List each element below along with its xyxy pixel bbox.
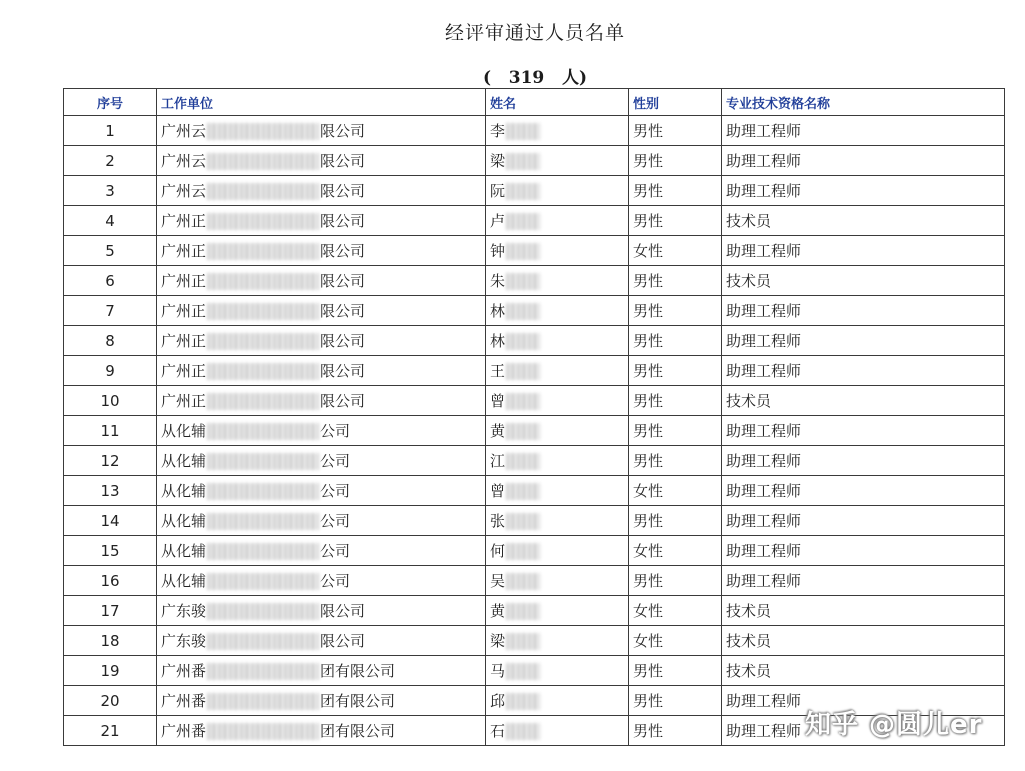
work-unit-suffix: 团有限公司 — [320, 722, 396, 740]
name-prefix: 梁 — [490, 152, 506, 170]
work-unit-prefix: 广州番 — [161, 692, 207, 710]
redacted-text — [506, 693, 540, 710]
table-row — [64, 506, 1005, 536]
redacted-text — [506, 213, 540, 230]
table-row — [64, 296, 1005, 326]
name-prefix: 石 — [490, 722, 506, 740]
work-unit-suffix: 限公司 — [320, 182, 366, 200]
qualification-cell: 助理工程师 — [722, 146, 1005, 176]
name-cell — [486, 206, 629, 236]
redacted-text — [207, 483, 319, 500]
redacted-text — [207, 603, 319, 620]
name-cell — [486, 146, 629, 176]
table-row — [64, 176, 1005, 206]
work-unit-prefix: 广州云 — [161, 122, 207, 140]
work-unit-suffix: 公司 — [320, 512, 351, 530]
work-unit-prefix: 广东骏 — [161, 632, 207, 650]
gender-cell: 男性 — [629, 656, 722, 686]
redacted-text — [207, 393, 319, 410]
work-unit-cell — [157, 176, 486, 206]
serial-number-cell: 7 — [64, 296, 157, 326]
serial-number-cell: 17 — [64, 596, 157, 626]
redacted-text — [207, 153, 319, 170]
gender-cell: 男性 — [629, 686, 722, 716]
serial-number-cell: 8 — [64, 326, 157, 356]
work-unit-suffix: 限公司 — [320, 242, 366, 260]
work-unit-cell — [157, 386, 486, 416]
table-row — [64, 416, 1005, 446]
qualification-cell: 助理工程师 — [722, 716, 1005, 746]
work-unit-prefix: 广州正 — [161, 362, 207, 380]
name-prefix: 王 — [490, 362, 506, 380]
serial-number-cell: 18 — [64, 626, 157, 656]
work-unit-prefix: 广州正 — [161, 212, 207, 230]
gender-cell: 男性 — [629, 356, 722, 386]
qualification-cell: 助理工程师 — [722, 356, 1005, 386]
serial-number-cell: 9 — [64, 356, 157, 386]
name-prefix: 卢 — [490, 212, 506, 230]
name-cell — [486, 266, 629, 296]
work-unit-suffix: 限公司 — [320, 152, 366, 170]
work-unit-cell — [157, 236, 486, 266]
redacted-text — [506, 483, 540, 500]
name-prefix: 张 — [490, 512, 506, 530]
name-cell — [486, 296, 629, 326]
redacted-text — [506, 333, 540, 350]
redacted-text — [207, 633, 319, 650]
gender-cell: 男性 — [629, 386, 722, 416]
name-prefix: 曾 — [490, 482, 506, 500]
work-unit-cell — [157, 416, 486, 446]
work-unit-cell — [157, 206, 486, 236]
name-prefix: 江 — [490, 452, 506, 470]
document-title: 经评审通过人员名单 — [444, 22, 625, 44]
work-unit-suffix: 公司 — [320, 422, 351, 440]
gender-cell: 女性 — [629, 596, 722, 626]
work-unit-cell — [157, 716, 486, 746]
redacted-text — [207, 363, 319, 380]
serial-number-cell: 20 — [64, 686, 157, 716]
redacted-text — [506, 453, 540, 470]
work-unit-prefix: 从化辅 — [161, 482, 207, 500]
work-unit-cell — [157, 146, 486, 176]
qualification-cell: 助理工程师 — [722, 296, 1005, 326]
name-prefix: 朱 — [490, 272, 506, 290]
gender-cell: 女性 — [629, 236, 722, 266]
work-unit-cell — [157, 626, 486, 656]
work-unit-cell — [157, 506, 486, 536]
qualification-cell: 助理工程师 — [722, 416, 1005, 446]
table-row — [64, 446, 1005, 476]
work-unit-prefix: 广州正 — [161, 332, 207, 350]
gender-cell: 女性 — [629, 536, 722, 566]
work-unit-cell — [157, 656, 486, 686]
redacted-text — [207, 723, 319, 740]
gender-cell: 男性 — [629, 716, 722, 746]
work-unit-cell — [157, 116, 486, 146]
work-unit-prefix: 从化辅 — [161, 422, 207, 440]
redacted-text — [506, 603, 540, 620]
name-cell — [486, 386, 629, 416]
work-unit-cell — [157, 266, 486, 296]
name-prefix: 李 — [490, 122, 506, 140]
work-unit-prefix: 广州云 — [161, 152, 207, 170]
redacted-text — [207, 213, 319, 230]
name-prefix: 曾 — [490, 392, 506, 410]
name-cell — [486, 716, 629, 746]
table-row — [64, 326, 1005, 356]
qualification-cell: 技术员 — [722, 206, 1005, 236]
qualification-cell: 助理工程师 — [722, 686, 1005, 716]
work-unit-suffix: 限公司 — [320, 122, 366, 140]
work-unit-cell — [157, 296, 486, 326]
table-row — [64, 236, 1005, 266]
work-unit-prefix: 从化辅 — [161, 542, 207, 560]
table-row — [64, 476, 1005, 506]
redacted-text — [207, 243, 319, 260]
work-unit-suffix: 团有限公司 — [320, 692, 396, 710]
serial-number-cell: 5 — [64, 236, 157, 266]
work-unit-cell — [157, 596, 486, 626]
table-row — [64, 116, 1005, 146]
qualification-cell: 助理工程师 — [722, 506, 1005, 536]
table-row — [64, 536, 1005, 566]
work-unit-cell — [157, 536, 486, 566]
qualification-cell: 助理工程师 — [722, 116, 1005, 146]
work-unit-suffix: 限公司 — [320, 272, 366, 290]
name-cell — [486, 326, 629, 356]
table-header-row — [64, 89, 1005, 116]
work-unit-suffix: 公司 — [320, 482, 351, 500]
work-unit-prefix: 广州云 — [161, 182, 207, 200]
name-prefix: 黄 — [490, 602, 506, 620]
redacted-text — [506, 123, 540, 140]
work-unit-prefix: 广东骏 — [161, 602, 207, 620]
redacted-text — [506, 513, 540, 530]
qualification-cell: 助理工程师 — [722, 476, 1005, 506]
name-prefix: 梁 — [490, 632, 506, 650]
name-prefix: 钟 — [490, 242, 506, 260]
name-prefix: 阮 — [490, 182, 506, 200]
qualification-cell: 技术员 — [722, 386, 1005, 416]
name-cell — [486, 446, 629, 476]
gender-cell: 男性 — [629, 566, 722, 596]
name-cell — [486, 656, 629, 686]
serial-number-cell: 11 — [64, 416, 157, 446]
redacted-text — [506, 723, 540, 740]
serial-number-cell: 15 — [64, 536, 157, 566]
name-prefix: 吴 — [490, 572, 506, 590]
serial-number-cell: 12 — [64, 446, 157, 476]
qualification-cell: 技术员 — [722, 266, 1005, 296]
redacted-text — [207, 333, 319, 350]
work-unit-suffix: 限公司 — [320, 392, 366, 410]
header-qualification: 专业技术资格名称 — [722, 89, 1005, 116]
gender-cell: 男性 — [629, 266, 722, 296]
name-cell — [486, 476, 629, 506]
qualification-cell: 助理工程师 — [722, 326, 1005, 356]
table-row — [64, 596, 1005, 626]
serial-number-cell: 16 — [64, 566, 157, 596]
serial-number-cell: 3 — [64, 176, 157, 206]
redacted-text — [506, 543, 540, 560]
name-cell — [486, 596, 629, 626]
serial-number-cell: 21 — [64, 716, 157, 746]
name-cell — [486, 176, 629, 206]
work-unit-suffix: 限公司 — [320, 332, 366, 350]
gender-cell: 男性 — [629, 206, 722, 236]
serial-number-cell: 10 — [64, 386, 157, 416]
name-prefix: 邱 — [490, 692, 506, 710]
work-unit-prefix: 广州番 — [161, 662, 207, 680]
work-unit-prefix: 广州正 — [161, 392, 207, 410]
gender-cell: 男性 — [629, 446, 722, 476]
work-unit-suffix: 限公司 — [320, 362, 366, 380]
gender-cell: 女性 — [629, 626, 722, 656]
gender-cell: 男性 — [629, 176, 722, 206]
work-unit-suffix: 团有限公司 — [320, 662, 396, 680]
redacted-text — [506, 183, 540, 200]
qualification-cell: 技术员 — [722, 656, 1005, 686]
work-unit-suffix: 限公司 — [320, 212, 366, 230]
redacted-text — [506, 363, 540, 380]
redacted-text — [207, 453, 319, 470]
work-unit-cell — [157, 476, 486, 506]
approved-personnel-table — [63, 88, 1005, 746]
redacted-text — [207, 123, 319, 140]
table-row — [64, 356, 1005, 386]
work-unit-prefix: 从化辅 — [161, 512, 207, 530]
table-row — [64, 626, 1005, 656]
approved-count: ( 319 人) — [482, 68, 588, 88]
redacted-text — [506, 633, 540, 650]
work-unit-suffix: 限公司 — [320, 302, 366, 320]
name-prefix: 黄 — [490, 422, 506, 440]
qualification-cell: 助理工程师 — [722, 236, 1005, 266]
serial-number-cell: 19 — [64, 656, 157, 686]
redacted-text — [506, 303, 540, 320]
redacted-text — [207, 573, 319, 590]
name-cell — [486, 356, 629, 386]
gender-cell: 男性 — [629, 506, 722, 536]
work-unit-cell — [157, 566, 486, 596]
work-unit-suffix: 公司 — [320, 452, 351, 470]
zhihu-watermark: 知乎 @圆儿er — [805, 710, 983, 740]
name-prefix: 林 — [490, 332, 506, 350]
gender-cell: 男性 — [629, 146, 722, 176]
qualification-cell: 助理工程师 — [722, 176, 1005, 206]
work-unit-prefix: 从化辅 — [161, 572, 207, 590]
table-row — [64, 566, 1005, 596]
table-row — [64, 386, 1005, 416]
name-prefix: 马 — [490, 662, 506, 680]
redacted-text — [506, 243, 540, 260]
work-unit-cell — [157, 356, 486, 386]
serial-number-cell: 2 — [64, 146, 157, 176]
header-gender: 性别 — [629, 89, 722, 116]
header-work-unit: 工作单位 — [157, 89, 486, 116]
work-unit-prefix: 从化辅 — [161, 452, 207, 470]
work-unit-suffix: 限公司 — [320, 602, 366, 620]
qualification-cell: 助理工程师 — [722, 446, 1005, 476]
table-row — [64, 206, 1005, 236]
name-cell — [486, 626, 629, 656]
gender-cell: 女性 — [629, 476, 722, 506]
qualification-cell: 技术员 — [722, 596, 1005, 626]
work-unit-suffix: 公司 — [320, 542, 351, 560]
serial-number-cell: 14 — [64, 506, 157, 536]
serial-number-cell: 1 — [64, 116, 157, 146]
gender-cell: 男性 — [629, 296, 722, 326]
redacted-text — [207, 183, 319, 200]
qualification-cell: 技术员 — [722, 626, 1005, 656]
name-prefix: 何 — [490, 542, 506, 560]
redacted-text — [506, 573, 540, 590]
gender-cell: 男性 — [629, 326, 722, 356]
redacted-text — [207, 303, 319, 320]
table-body — [64, 116, 1005, 746]
name-cell — [486, 566, 629, 596]
redacted-text — [506, 423, 540, 440]
serial-number-cell: 4 — [64, 206, 157, 236]
redacted-text — [506, 153, 540, 170]
serial-number-cell: 6 — [64, 266, 157, 296]
qualification-cell: 助理工程师 — [722, 536, 1005, 566]
work-unit-cell — [157, 326, 486, 356]
redacted-text — [207, 663, 319, 680]
redacted-text — [207, 423, 319, 440]
work-unit-prefix: 广州正 — [161, 242, 207, 260]
gender-cell: 男性 — [629, 116, 722, 146]
redacted-text — [506, 663, 540, 680]
redacted-text — [207, 273, 319, 290]
name-cell — [486, 416, 629, 446]
serial-number-cell: 13 — [64, 476, 157, 506]
qualification-cell: 助理工程师 — [722, 566, 1005, 596]
name-cell — [486, 236, 629, 266]
redacted-text — [506, 273, 540, 290]
name-cell — [486, 686, 629, 716]
work-unit-suffix: 限公司 — [320, 632, 366, 650]
redacted-text — [207, 513, 319, 530]
table-row — [64, 266, 1005, 296]
header-serial-number: 序号 — [64, 89, 157, 116]
redacted-text — [207, 693, 319, 710]
name-cell — [486, 536, 629, 566]
name-cell — [486, 116, 629, 146]
work-unit-cell — [157, 686, 486, 716]
work-unit-prefix: 广州番 — [161, 722, 207, 740]
work-unit-cell — [157, 446, 486, 476]
name-cell — [486, 506, 629, 536]
table-row — [64, 656, 1005, 686]
work-unit-prefix: 广州正 — [161, 272, 207, 290]
table-row — [64, 146, 1005, 176]
work-unit-suffix: 公司 — [320, 572, 351, 590]
name-prefix: 林 — [490, 302, 506, 320]
header-name: 姓名 — [486, 89, 629, 116]
redacted-text — [506, 393, 540, 410]
redacted-text — [207, 543, 319, 560]
gender-cell: 男性 — [629, 416, 722, 446]
work-unit-prefix: 广州正 — [161, 302, 207, 320]
